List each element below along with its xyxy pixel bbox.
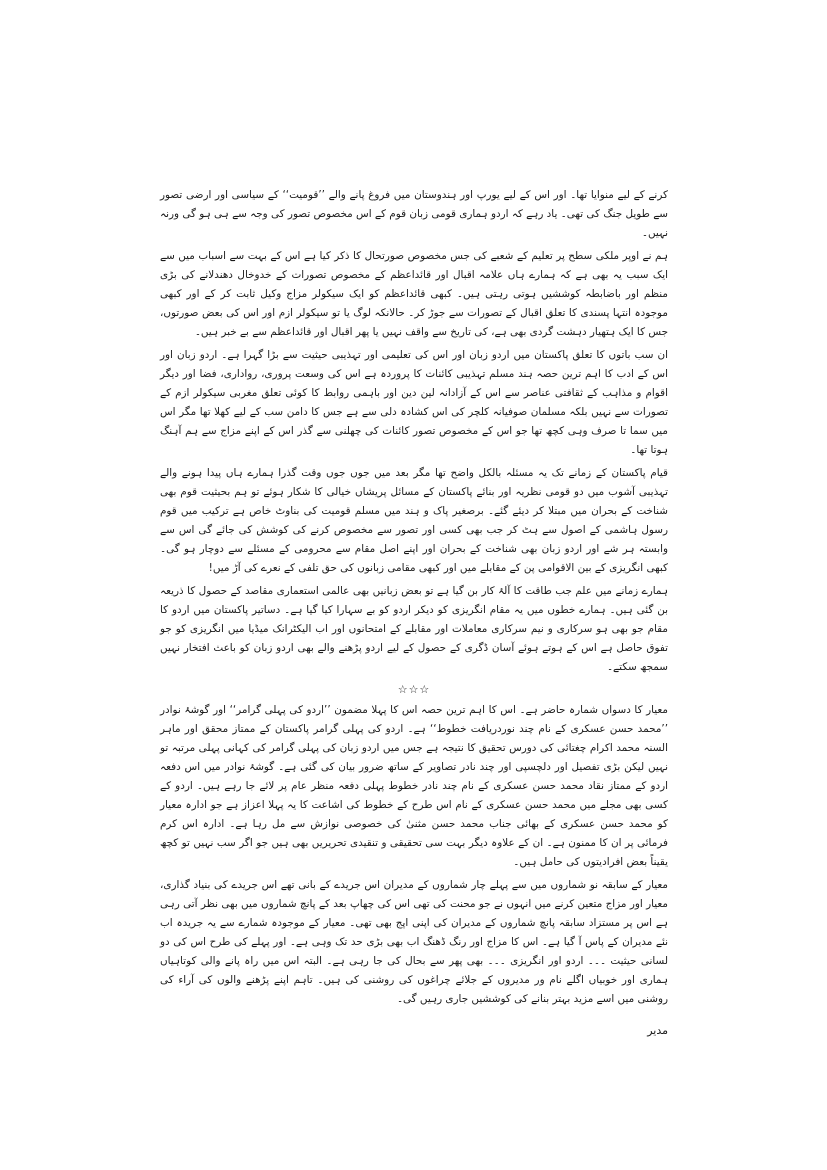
paragraph: ان سب باتوں کا تعلق پاکستان میں اردو زبان اور اس کی تعلیمی اور تہذیبی حیثیت سے بڑا گہرا ہے۔ اردو زبان اور اس کے ادب کا اہم ترین حصہ ہند مسلم تہذیبی کائنات کا پروردہ ہے اس کی وسعت پروری، رواداری، فضا اور دیگر اقوام و مذاہب کے ثقافتی عناصر سے اس کے آزادانہ لین دین اور باہمی روابط کا کوئی تعلق مغربی سیکولر ازم کے تصورات سے نہیں بلکہ مسلمان صوفیانہ کلچر کی اس کشادہ دلی سے ہے جس کا دامن سب کے لیے کھلا تھا مگر اس میں سما تا صرف وہی کچھ تھا جو اس کے مخصوص تصور کائنات کی چھلنی سے گذر اس کے اپنے مزاج سے ہم آہنگ ہوتا تھا۔ [160, 349, 668, 456]
document-page [160, 186, 668, 1106]
paragraph: معیار کے سابقہ نو شماروں میں سے پہلے چار شماروں کے مدیران اس جریدے کے بانی تھے اس جریدے کی بنیاد گذاری، معیار اور مزاج متعین کرنے میں انہوں نے جو محنت کی تھی اس کی چھاپ بعد کے پانچ شماروں میں بھی نظر آتی رہی ہے اس پر مستزاد سابقہ پانچ شماروں کے مدیران کی اپنی اپج بھی تھی۔ معیار کے موجودہ شمارے سے یہ جریدہ اب نئے مدیران کے پاس آ گیا ہے۔ اس کا مزاج اور رنگ ڈھنگ اب بھی بڑی حد تک وہی ہے۔ اور پہلے کی طرح اس کی دو لسانی حیثیت ۔۔۔ اردو اور انگریزی ۔۔۔ بھی پھر سے بحال کی جا رہی ہے۔ البتہ اس میں راہ پانے والی کوتاہیاں ہماری اور خوبیاں اگلے نام ور مدیروں کے جلائے چراغوں کی روشنی کی ہیں۔ تاہم اپنے پڑھنے والوں کی آراء کی روشنی میں اسے مزید بہتر بنانے کی کوششیں جاری رہیں گی۔ [160, 879, 668, 1005]
paragraph: قیام پاکستان کے زمانے تک یہ مسئلہ بالکل واضح تھا مگر بعد میں جوں جوں وقت گذرا ہمارے ہاں پیدا ہونے والے تہذیبی آشوب میں دو قومی نظریہ اور بنائے پاکستان کے مسائل پریشاں خیالی کا شکار ہوئے تو ہم بحیثیت قوم بھی شناخت کے بحران میں مبتلا کر دیئے گئے۔ برصغیر پاک و ہند میں مسلم قومیت کی بناوٹ خاص ہے ترکیب میں قوم رسول ہاشمی کے اصول سے ہٹ کر جب بھی کسی اور تصور سے مخصوص کرنے کی کوشش کی جائے گی اس سے وابستہ ہر شے اور اردو زبان بھی شناخت کے بحران اور اپنے اصل مقام سے محرومی کے مسئلے سے دوچار ہو گی۔ کبھی انگریزی کے بین الاقوامی پن کے مقابلے میں اور کبھی مقامی زبانوں کی حق تلفی کے نعرے کی آڑ میں! [160, 467, 668, 574]
paragraph: ہمارے زمانے میں علم جب طاقت کا آلۂ کار بن گیا ہے تو بعض زبانیں بھی عالمی استعماری مقاصد کے حصول کا ذریعہ بن گئی ہیں۔ ہمارے خطوں میں یہ مقام انگریزی کو دیکر اردو کو بے سہارا کیا گیا ہے۔ دساتیر پاکستان میں اردو کا مقام جو بھی ہو سرکاری و نیم سرکاری معاملات اور مقابلے کے امتحانوں اور اب الیکٹرانک میڈیا میں انگریزی کو جو تفوق حاصل ہے اس کے ہوتے ہوئے آسان ڈگری کے حصول کے لیے اردو پڑھنے والے بھی اردو زبان کو باعث افتخار نہیں سمجھ سکتے۔ [160, 585, 668, 673]
section-separator: ☆☆☆ [397, 683, 431, 696]
paragraph: معیار کا دسواں شمارہ حاضر ہے۔ اس کا اہم ترین حصہ اس کا پہلا مضمون ’’اردو کی پہلی گرامر‘‘ اور گوشۂ نوادر ’’محمد حسن عسکری کے نام چند نوردریافت خطوط‘‘ ہے۔ اردو کی پہلی گرامر پاکستان کے ممتاز محقق اور ماہر السنہ محمد اکرام چغتائی کی دورس تحقیق کا نتیجہ ہے جس میں اردو زبان کی پہلی گرامر کی کہانی پہلی مرتبہ تو نہیں لیکن بڑی تفصیل اور دلچسپی اور چند نادر تصاویر کے ساتھ ضرور بیان کی گئی ہے۔ گوشۂ نوادر میں اس دفعہ اردو کے ممتاز نقاد محمد حسن عسکری کے نام چند نادر خطوط پہلی دفعہ منظر عام پر لائے جا رہے ہیں۔ اردو کے کسی بھی مجلے میں محمد حسن عسکری کے نام اس طرح کے خطوط کی اشاعت کا یہ پہلا اعزاز ہے جو ادارہ معیار کو محمد حسن عسکری کے بھائی جناب محمد حسن مثنیٰ کی خصوصی نوازش سے مل رہا ہے۔ ادارہ اس کرم فرمائی پر ان کا ممنون ہے۔ ان کے علاوہ دیگر بہت سی تحقیقی و تنقیدی تحریریں بھی ہیں جو اگر سب نہیں تو کچھ یقیناً بعض افرادیتوں کی حامل ہیں۔ [160, 704, 668, 868]
editor-signature: مدیر [647, 1024, 668, 1037]
paragraph: ہم نے اوپر ملکی سطح پر تعلیم کے شعبے کی جس مخصوص صورتحال کا ذکر کیا ہے اس کے بہت سے اسباب میں سے ایک سبب یہ بھی ہے کہ ہمارے ہاں علامہ اقبال اور قائداعظم کے مخصوص تصورات کے خدوخال دھندلانے کی بڑی منظم اور باضابطہ کوششیں ہوتی رہتی ہیں۔ کبھی قائداعظم کو ایک سیکولر مزاج وکیل ثابت کر کے اور کبھی موجودہ انتہا پسندی کا تعلق اقبال کے تصورات سے جوڑ کر۔ حالانکہ لوگ یا تو سیکولر ازم اور اس کی بعض صورتوں، جس کا ایک ہتھیار دہشت گردی بھی ہے، کی تاریخ سے واقف نہیں یا پھر اقبال اور قائداعظم سے بے خبر ہیں۔ [160, 250, 668, 338]
paragraph: کرنے کے لیے منوایا تھا۔ اور اس کے لیے یورپ اور ہندوستان میں فروغ پانے والے ’’قومیت‘‘ کے سیاسی اور ارضی تصور سے طویل جنگ کی تھی۔ یاد رہے کہ اردو ہماری قومی زبان قوم کے اس مخصوص تصور کی وجہ سے ہی ہو گی ورنہ نہیں۔ [160, 189, 668, 239]
